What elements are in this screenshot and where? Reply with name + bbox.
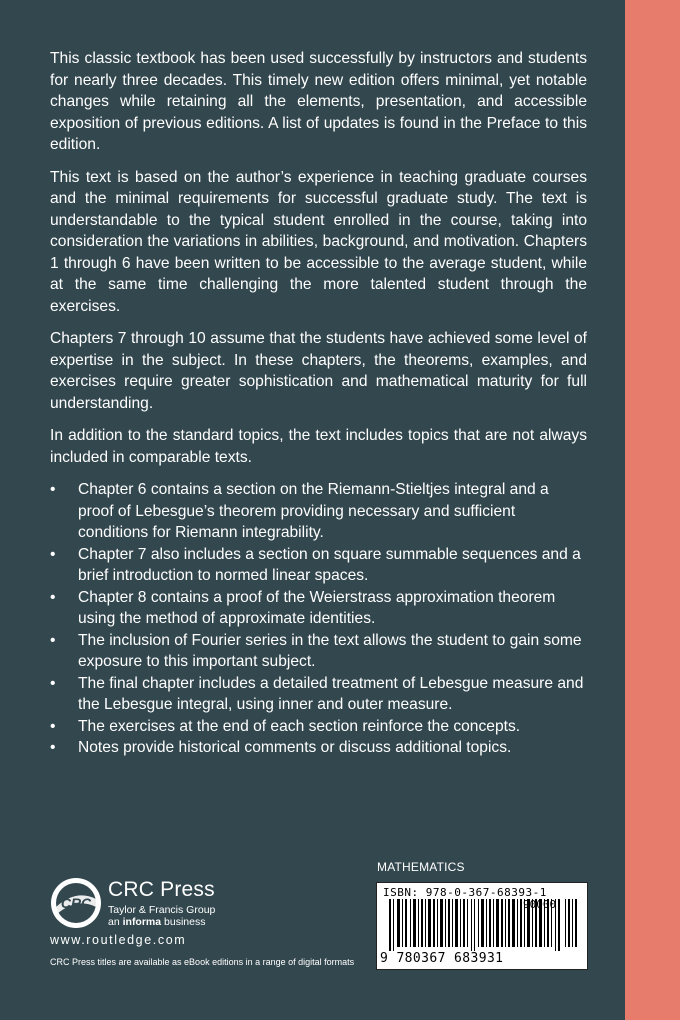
feature-item: • The inclusion of Fourier series in the text allows the student to gain some exposure to this important subject. [50, 630, 587, 673]
isbn-barcode [376, 882, 588, 970]
feature-item: • Chapter 6 contains a section on the Riemann-Stieltjes integral and a proof of Lebesgue’s theorem providing necessary and sufficient conditions for Riemann integrability. [50, 479, 587, 544]
feature-item: • Notes provide historical comments or discuss additional topics. [50, 737, 587, 759]
description-paragraph-3: Chapters 7 through 10 assume that the students have achieved some level of expertise in the subject. In these chapters, the theorems, examples, and exercises require greater sophistication and mathematical maturity for full understanding. [50, 330, 587, 412]
logo-text: CRC [60, 895, 92, 911]
description-paragraph-2: This text is based on the author’s experience in teaching graduate courses and the minimal requirements for successful graduate study. The text is understandable to the typical student enrolled in the course, taking into consideration the variations in abilities, background, and motivation. Chapters 1 through 6 have been written to be accessible to the average student, while at the same time challenging the more talented student through the exercises. [50, 168, 587, 315]
feature-item: • Chapter 7 also includes a section on square summable sequences and a brief introduction to normed linear spaces. [50, 544, 587, 587]
barcode-digits: 9 780367 683931 [380, 951, 504, 966]
business-bold: informa [122, 916, 162, 928]
subject-label: MATHEMATICS [377, 860, 465, 874]
publisher-group: Taylor & Francis Group [108, 904, 216, 916]
description-paragraph-4: In addition to the standard topics, the text includes topics that are not always included in comparable texts. [50, 427, 587, 466]
crc-press-logo-icon [50, 877, 102, 929]
business-suffix: business [161, 916, 206, 928]
publisher-url[interactable]: www.routledge.com [50, 933, 187, 947]
publisher-business-line [108, 916, 215, 928]
feature-list [50, 479, 587, 759]
feature-item: • Chapter 8 contains a proof of the Weierstrass approximation theorem using the method of approximate identities. [50, 587, 587, 630]
business-prefix: an [108, 916, 123, 928]
ebook-note: CRC Press titles are available as eBook editions in a range of digital formats [50, 957, 355, 967]
publisher-brand [108, 878, 215, 928]
description-paragraph-1: This classic textbook has been used successfully by instructors and students for nearly three decades. This timely new edition offers minimal, yet notable changes while retaining all the elements, presentation, and accessible exposition of previous editions. A list of updates is found in the Preface to this edition. [50, 50, 587, 153]
spine-strip [625, 0, 680, 1020]
publisher-name: CRC Press [108, 878, 215, 901]
barcode-bars [389, 899, 579, 951]
feature-item: • The final chapter includes a detailed treatment of Lebesgue measure and the Lebesgue integral, using inner and outer measure. [50, 673, 587, 716]
back-cover-description [50, 48, 587, 759]
feature-item: • The exercises at the end of each section reinforce the concepts. [50, 716, 587, 738]
isbn-label: ISBN: 978-0-367-68393-1 [383, 886, 547, 899]
